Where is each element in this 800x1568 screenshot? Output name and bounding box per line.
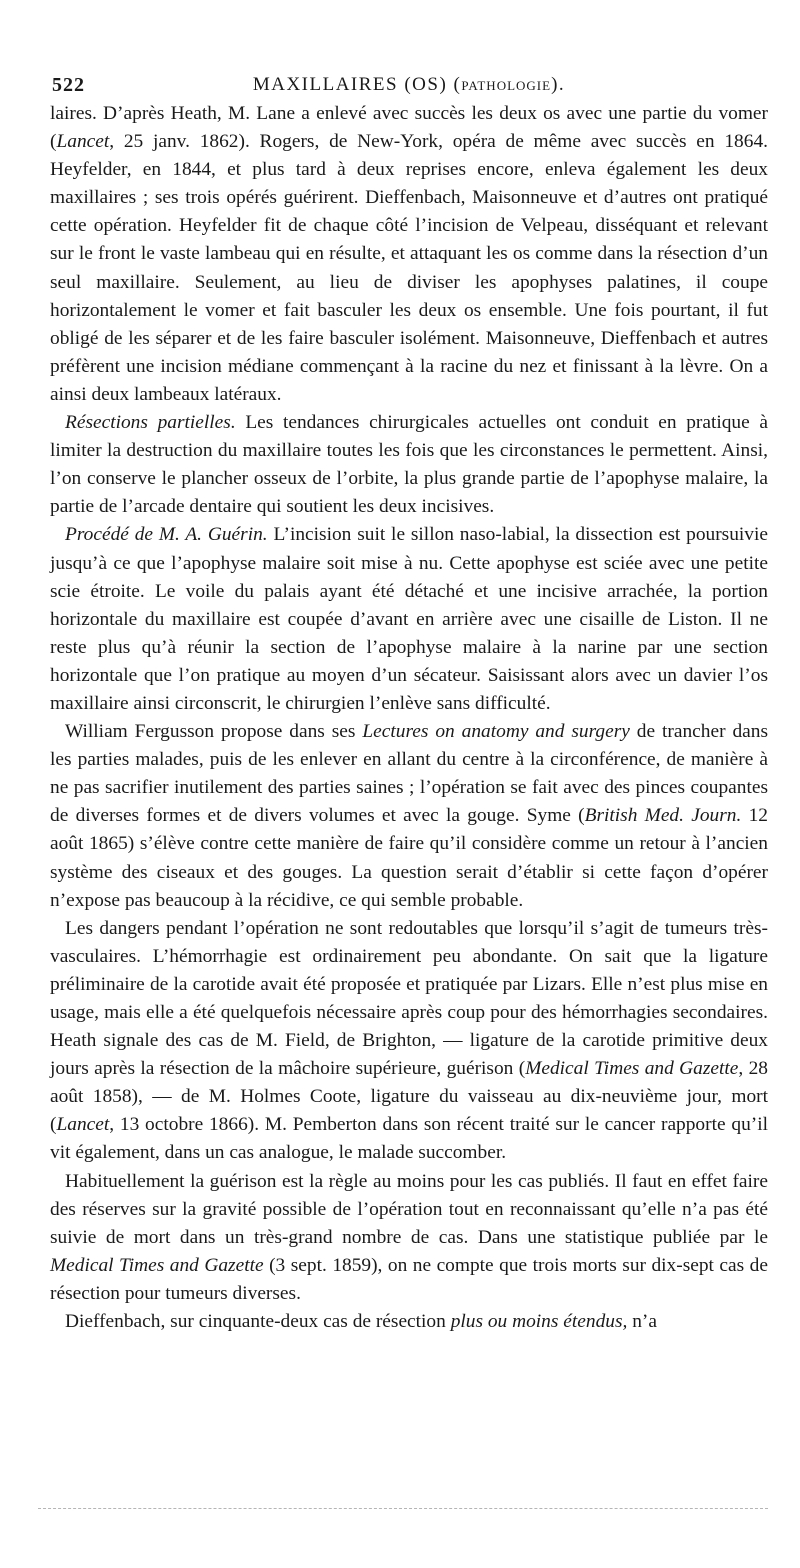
italic-run: Medical Times and Gazette — [525, 1058, 739, 1080]
text-run: William Fergusson propose dans ses — [65, 721, 363, 743]
text-run: Dieffenbach, sur cinquante-deux cas de résection — [65, 1311, 451, 1333]
running-head-end: ). — [551, 74, 566, 95]
paragraph-p4 — [50, 718, 768, 915]
text-run: de trancher dans les parties malades, puis de les enlever en allant du centre à la circonférence, de manière à ne pas sacrifier inutilement des parties saines ; l’opération se fait avec des pinces coupantes de diverses formes et de divers volumes et avec la gouge. Syme ( — [50, 721, 768, 827]
text-run: n’a — [627, 1311, 657, 1333]
text-run: (3 sept. 1859), on ne compte que trois morts sur dix-sept cas de résection pour tumeurs diverses. — [50, 1254, 768, 1304]
running-head-subject: PATHOLOGIE — [461, 78, 552, 93]
text-run: Les dangers pendant l’opération ne sont redoutables que lorsqu’il s’agit de tumeurs très-vasculaires. L’hémorrhagie est ordinairement peu abondante. On sait que la ligature préliminaire de la carotide avait été proposée et pratiquée par Lizars. Elle n’est plus mise en usage, mais elle a été quelquefois nécessaire après coup pour des hémorrhagies secondaires. Heath signale des cas de M. Field, de Brighton, — ligature de la carotide primitive deux jours après la résection de la mâchoire supérieure, guérison ( — [50, 917, 768, 1080]
italic-run: plus ou moins étendus, — [450, 1311, 628, 1333]
text-run: , 13 octobre 1866). M. Pemberton dans son récent traité sur le cancer rapporte qu’il vit également, dans un cas analogue, le malade succomber. — [50, 1114, 768, 1164]
italic-run: Lectures on anatomy and surgery — [362, 721, 630, 743]
paragraph-p6 — [50, 1168, 768, 1308]
page-header — [50, 68, 768, 100]
paragraph-p5 — [50, 915, 768, 1168]
paragraph-p1 — [50, 100, 768, 409]
paragraph-p3 — [50, 521, 768, 718]
paragraph-p7 — [50, 1308, 768, 1336]
body-text — [50, 100, 768, 1336]
text-run: Habituellement la guérison est la règle au moins pour les cas publiés. Il faut en effet faire des réserves sur la gravité possible de l’opération tout en reconnaissant qu’elle n’a pas été suivie de mort dans un très-grand nombre de cas. Dans une statistique publiée par le — [50, 1170, 768, 1248]
running-head — [50, 74, 768, 96]
text-run: laires. D’après Heath, M. Lane a enlevé avec succès les deux os avec une partie du vomer ( — [50, 103, 768, 153]
running-head-main: MAXILLAIRES (OS) ( — [252, 74, 462, 95]
text-run: L’incision suit le sillon naso-labial, la dissection est poursuivie jusqu’à ce que l’apophyse malaire soit mise à nu. Cette apophyse est sciée avec une petite scie étroite. Le voile du palais ayant été détaché et une incisive arrachée, la portion horizontale du maxillaire est coupée d’avant en arrière avec une cisaille de Liston. Il ne reste plus qu’à réunir la section de l’apophyse malaire à la narine par une section horizontale que l’on pratique au moyen d’un sécateur. Saisissant alors avec un davier l’os maxillaire ainsi circonscrit, le chirurgien l’enlève sans difficulté. — [50, 524, 768, 714]
italic-run: British Med. Journ. — [584, 805, 742, 827]
italic-run: Procédé de M. A. Guérin. — [65, 524, 268, 546]
italic-run: Lancet — [56, 1114, 110, 1136]
book-page — [50, 68, 768, 1336]
paragraph-p2 — [50, 409, 768, 521]
text-run: 12 août 1865) s’élève contre cette manière de faire qu’il considère comme un retour à l’ancien système des ciseaux et des gouges. La question serait d’établir si cette façon d’opérer n’expose pas beaucoup à la récidive, ce qui semble probable. — [50, 805, 768, 911]
italic-run: Résections partielles. — [65, 412, 236, 434]
footer-rule — [38, 1508, 768, 1509]
page-number: 522 — [52, 74, 85, 96]
text-run: , 25 janv. 1862). Rogers, de New-York, opéra de même avec succès en 1864. Heyfelder, en 1844, et plus tard à deux reprises encore, enleva également les deux maxillaires ; ses trois opérés guérirent. Dieffenbach, Maisonneuve et d’autres ont pratiqué cette opération. Heyfelder fit de chaque côté l’incision de Velpeau, disséquant et relevant sur le front le vaste lambeau qui en résulte, et attaquant les os comme dans la résection d’un seul maxillaire. Seulement, au lieu de diviser les apophyses palatines, il coupe horizontalement le vomer et fait basculer les deux os ensemble. Une fois pourtant, il fut obligé de les séparer et de les faire basculer isolément. Maisonneuve, Dieffenbach et autres préfèrent une incision médiane commençant à la racine du nez et finissant à la lèvre. On a ainsi deux lambeaux latéraux. — [50, 131, 768, 405]
italic-run: Lancet — [56, 131, 110, 153]
italic-run: Medical Times and Gazette — [50, 1254, 264, 1276]
text-run: , 28 août 1858), — de M. Holmes Coote, ligature du vaisseau au dix-neuvième jour, mort ( — [50, 1058, 769, 1136]
text-run: Les tendances chirurgicales actuelles ont conduit en pratique à limiter la destruction du maxillaire toutes les fois que les circonstances le permettent. Ainsi, l’on conserve le plancher osseux de l’orbite, la plus grande partie de l’apophyse malaire, la partie de l’arcade dentaire qui soutient les deux incisives. — [50, 412, 768, 518]
